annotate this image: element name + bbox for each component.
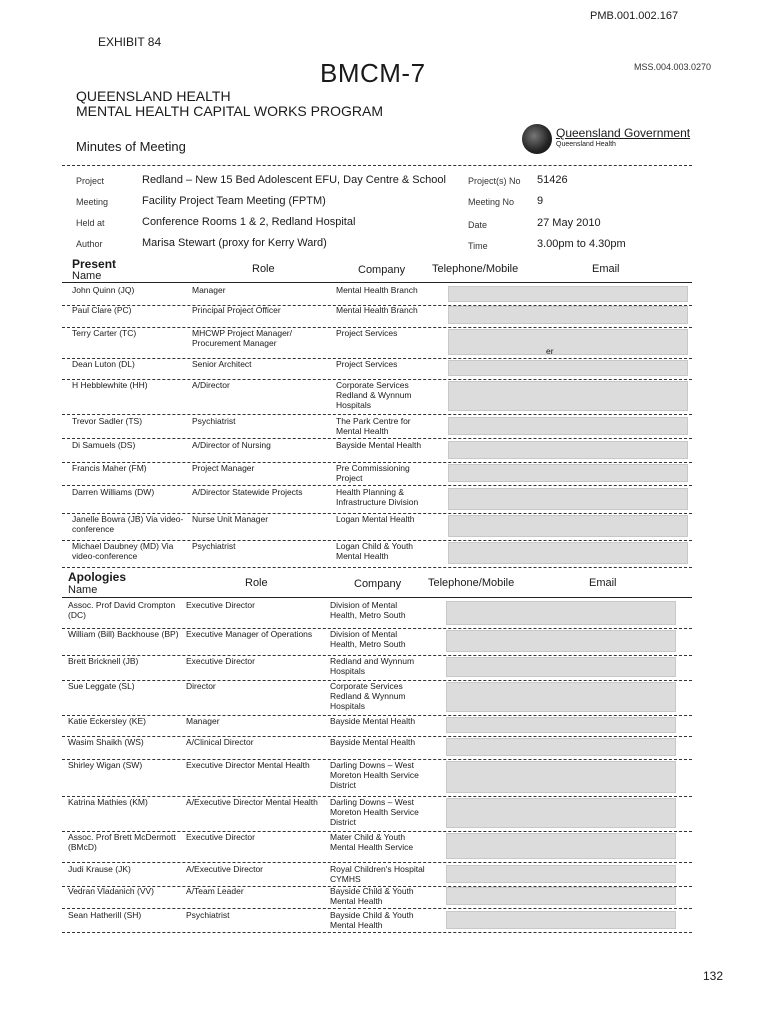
page-title: Minutes of Meeting (76, 139, 186, 154)
logo-name: Queensland Government (556, 126, 691, 140)
time-value: 3.00pm to 4.30pm (537, 238, 626, 250)
attendee-name: Janelle Bowra (JB) Via video-conference (72, 514, 184, 534)
attendee-name: Darren Williams (DW) (72, 487, 155, 497)
document-title: BMCM-7 (320, 58, 426, 88)
crest-icon (522, 124, 552, 154)
meeting-no-value: 9 (537, 195, 544, 207)
project-label: Project (76, 176, 105, 186)
row-divider (62, 932, 692, 933)
redacted-contact (448, 515, 688, 537)
attendee-note: er (546, 346, 554, 356)
org-name: QUEENSLAND HEALTH (76, 88, 231, 104)
attendee-role: Psychiatrist (186, 910, 230, 920)
date-label: Date (468, 220, 488, 230)
held-at-value: Conference Rooms 1 & 2, Redland Hospital (142, 216, 356, 228)
attendee-name: Trevor Sadler (TS) (72, 416, 143, 426)
attendee-name: Paul Clare (PC) (72, 305, 132, 315)
attendee-name: Brett Bricknell (JB) (68, 656, 139, 666)
divider (62, 597, 692, 598)
attendee-company: Mental Health Branch (336, 285, 418, 295)
apologies-col-role: Role (245, 577, 268, 589)
attendee-name: Francis Maher (FM) (72, 463, 147, 473)
apologies-col-email: Email (589, 577, 617, 589)
attendee-name: Michael Daubney (MD) Via video-conference (72, 541, 174, 561)
attendee-name: Wasim Shaikh (WS) (68, 737, 144, 747)
meeting-no-label: Meeting No (468, 197, 515, 207)
attendee-company: Corporate Services Redland & Wynnum Hospitals (330, 681, 406, 711)
attendee-company: Bayside Child & Youth Mental Health (330, 910, 414, 930)
attendee-role: Manager (186, 716, 220, 726)
time-label: Time (468, 241, 488, 251)
attendee-role: A/Director Statewide Projects (192, 487, 303, 497)
attendee-role: Executive Director (186, 832, 255, 842)
present-col-email: Email (592, 263, 620, 275)
attendee-name: Shirley Wigan (SW) (68, 760, 143, 770)
present-heading: Present (72, 257, 117, 271)
redacted-contact (448, 286, 688, 302)
attendee-role: Principal Project Officer (192, 305, 281, 315)
redacted-contact (446, 738, 676, 756)
row-divider (62, 908, 692, 909)
redacted-contact (448, 329, 688, 355)
exhibit-label: EXHIBIT 84 (98, 35, 162, 49)
row-divider (62, 567, 692, 568)
attendee-name: H Hebblewhite (HH) (72, 380, 148, 390)
logo-subtitle: Queensland Health (556, 141, 616, 148)
attendee-company: Mater Child & Youth Mental Health Service (330, 832, 414, 852)
held-at-label: Held at (76, 218, 105, 228)
attendee-name: Dean Luton (DL) (72, 359, 135, 369)
attendee-company: Royal Children's Hospital CYMHS (330, 864, 425, 884)
attendee-name: Terry Carter (TC) (72, 328, 137, 338)
attendee-company: Division of Mental Health, Metro South (330, 600, 406, 620)
attendee-role: MHCWP Project Manager/ Procurement Manager (192, 328, 292, 348)
attendee-role: A/Director of Nursing (192, 440, 271, 450)
apologies-col-name: Name (68, 584, 98, 596)
divider (62, 165, 692, 166)
redacted-contact (448, 417, 688, 435)
attendee-role: A/Team Leader (186, 886, 244, 896)
present-col-role: Role (252, 263, 275, 275)
attendee-role: Senior Architect (192, 359, 252, 369)
attendee-role: Executive Manager of Operations (186, 629, 313, 639)
redacted-contact (448, 464, 688, 482)
attendee-company: Project Services (336, 328, 398, 338)
redacted-contact (448, 441, 688, 459)
attendee-role: A/Director (192, 380, 230, 390)
attendee-role: Executive Director (186, 656, 255, 666)
attendee-name: Katrina Mathies (KM) (68, 797, 148, 807)
attendee-role: Director (186, 681, 216, 691)
attendee-company: Bayside Mental Health (330, 716, 416, 726)
redacted-contact (446, 657, 676, 677)
attendee-name: Di Samuels (DS) (72, 440, 136, 450)
row-divider (62, 862, 692, 863)
apologies-col-telephone: Telephone/Mobile (428, 577, 515, 589)
attendee-role: Executive Director Mental Health (186, 760, 310, 770)
attendee-company: Bayside Child & Youth Mental Health (330, 886, 414, 906)
attendee-company: Logan Mental Health (336, 514, 415, 524)
attendee-role: A/Executive Director (186, 864, 263, 874)
present-col-name: Name (72, 270, 102, 282)
project-no-value: 51426 (537, 174, 568, 186)
attendee-name: Katie Eckersley (KE) (68, 716, 146, 726)
redacted-contact (446, 630, 676, 652)
attendee-company: Logan Child & Youth Mental Health (336, 541, 414, 561)
attendee-company: Division of Mental Health, Metro South (330, 629, 406, 649)
document-id-stamp: PMB.001.002.167 (590, 10, 679, 22)
divider (62, 282, 692, 283)
apologies-heading: Apologies (68, 570, 127, 584)
attendee-role: Nurse Unit Manager (192, 514, 269, 524)
meeting-value: Facility Project Team Meeting (FPTM) (142, 195, 326, 207)
present-col-telephone: Telephone/Mobile (432, 263, 519, 275)
redacted-contact (446, 717, 676, 733)
present-col-company: Company (358, 264, 406, 276)
redacted-contact (446, 682, 676, 712)
attendee-name: William (Bill) Backhouse (BP) (68, 629, 179, 639)
attendee-company: Mental Health Branch (336, 305, 418, 315)
redacted-contact (448, 306, 688, 324)
attendee-name: Vedran Vladanich (VV) (68, 886, 154, 896)
project-value: Redland – New 15 Bed Adolescent EFU, Day Centre & School (142, 174, 446, 186)
date-value: 27 May 2010 (537, 217, 601, 229)
attendee-role: Psychiatrist (192, 416, 236, 426)
redacted-contact (446, 833, 676, 859)
attendee-company: Darling Downs – West Moreton Health Service District (330, 760, 419, 790)
attendee-name: Assoc. Prof Brett McDermott (BMcD) (68, 832, 176, 852)
attendee-name: Sue Leggate (SL) (68, 681, 135, 691)
attendee-role: Executive Director (186, 600, 255, 610)
attendee-name: Sean Hatherill (SH) (68, 910, 142, 920)
attendee-company: Health Planning & Infrastructure Division (336, 487, 419, 507)
attendee-name: Assoc. Prof David Crompton (DC) (68, 600, 176, 620)
redacted-contact (446, 911, 676, 929)
attendee-role: A/Executive Director Mental Health (186, 797, 318, 807)
redacted-contact (448, 360, 688, 376)
redacted-contact (446, 798, 676, 828)
document-id-stamp-right: MSS.004.003.0270 (634, 62, 712, 72)
redacted-contact (446, 865, 676, 883)
attendee-company: Redland and Wynnum Hospitals (330, 656, 415, 676)
attendee-company: Bayside Mental Health (336, 440, 422, 450)
attendee-company: Pre Commissioning Project (336, 463, 410, 483)
redacted-contact (446, 601, 676, 625)
attendee-role: Manager (192, 285, 226, 295)
attendee-company: The Park Centre for Mental Health (336, 416, 411, 436)
attendee-name: Judi Krause (JK) (68, 864, 131, 874)
redacted-contact (446, 887, 676, 905)
meeting-label: Meeting (76, 197, 109, 207)
attendee-role: Psychiatrist (192, 541, 236, 551)
row-divider (62, 485, 692, 486)
author-value: Marisa Stewart (proxy for Kerry Ward) (142, 237, 327, 249)
row-divider (62, 414, 692, 415)
apologies-col-company: Company (354, 578, 402, 590)
attendee-company: Darling Downs – West Moreton Health Service District (330, 797, 419, 827)
attendee-company: Project Services (336, 359, 398, 369)
author-label: Author (76, 239, 103, 249)
project-no-label: Project(s) No (468, 176, 521, 186)
queensland-government-logo (522, 124, 690, 154)
attendee-role: Project Manager (192, 463, 255, 473)
redacted-contact (448, 488, 688, 510)
attendee-company: Corporate Services Redland & Wynnum Hospitals (336, 380, 412, 410)
row-divider (62, 438, 692, 439)
attendee-name: John Quinn (JQ) (72, 285, 135, 295)
redacted-contact (448, 542, 688, 564)
redacted-contact (448, 381, 688, 411)
redacted-contact (446, 761, 676, 793)
attendee-role: A/Clinical Director (186, 737, 254, 747)
page-number: 132 (703, 969, 724, 983)
program-name: MENTAL HEALTH CAPITAL WORKS PROGRAM (76, 103, 384, 119)
attendee-company: Bayside Mental Health (330, 737, 416, 747)
